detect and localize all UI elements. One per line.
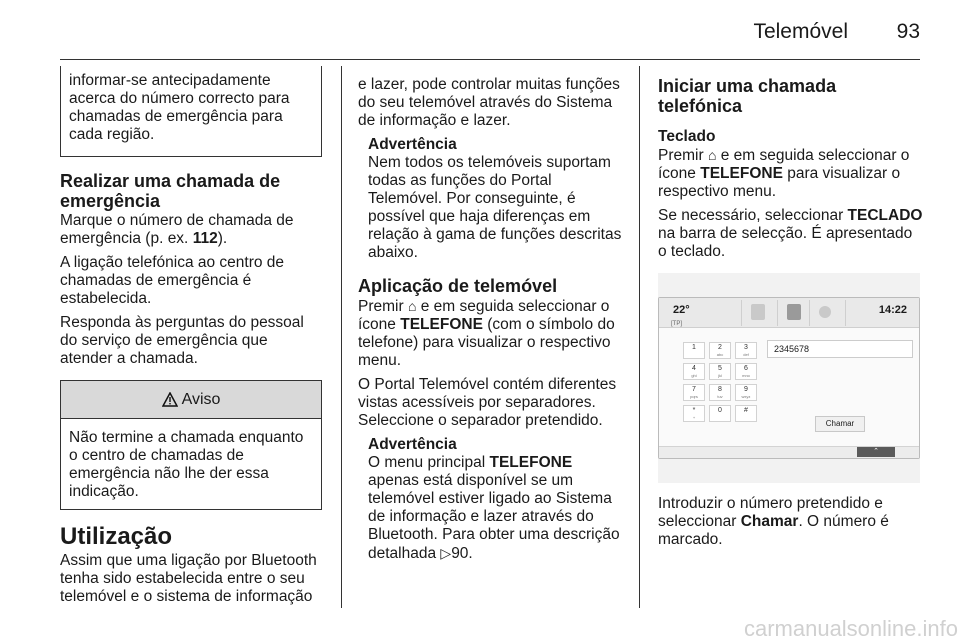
paragraph: Premir ⌂ e em seguida seleccionar o ícone TELEFONE para visualizar o respectivo menu. bbox=[658, 147, 910, 200]
clock: 14:22 bbox=[878, 304, 907, 316]
note-body: Nem todos os telemóveis suportam todas as funções do Portal Telemóvel. Por conseguinte, é possível que haja diferenças em relação à gama de funções descritas abaixo. bbox=[368, 154, 622, 261]
page-ref-icon: ▷ bbox=[440, 545, 452, 561]
screen-bottom-bar bbox=[659, 446, 919, 458]
column-2 bbox=[358, 76, 626, 569]
keypad-key: 2 abc bbox=[709, 342, 731, 359]
warning-header bbox=[61, 381, 321, 419]
paragraph: Premir ⌂ e em seguida seleccionar o ícone TELEFONE (com o símbolo do telefone) para visualizar o respectivo menu. bbox=[358, 298, 615, 369]
column-divider bbox=[341, 66, 342, 608]
paragraph: Se necessário, seleccionar TECLADO na barra de selecção. É apresentado o teclado. bbox=[658, 207, 923, 260]
paragraph: A ligação telefónica ao centro de chamadas de emergência é estabelecida. bbox=[60, 254, 285, 307]
note-title: Advertência bbox=[368, 436, 457, 453]
keypad-key: 5 jkl bbox=[709, 363, 731, 380]
note-title: Advertência bbox=[368, 136, 457, 153]
keypad-key: 1 bbox=[683, 342, 705, 359]
column-1 bbox=[60, 72, 322, 612]
warning-box-continuation bbox=[60, 66, 322, 157]
heading-use: Utilização bbox=[60, 523, 173, 550]
home-icon: ⌂ bbox=[407, 298, 417, 314]
page-number: 93 bbox=[896, 20, 920, 43]
phone-tab-icon bbox=[787, 304, 801, 320]
warning-title: Aviso bbox=[181, 390, 221, 408]
keypad-key: 4 ghi bbox=[683, 363, 705, 380]
paragraph: Marque o número de chamada de emergência (p. ex. 112). bbox=[60, 212, 294, 247]
keypad-key: 3 def bbox=[735, 342, 757, 359]
heading-emergency-call: Realizar uma chamada de emergência bbox=[60, 171, 281, 211]
music-icon bbox=[751, 304, 765, 320]
home-icon: ⌂ bbox=[707, 147, 717, 163]
keypad-key: 6 mno bbox=[735, 363, 757, 380]
subheading-keypad: Teclado bbox=[658, 128, 716, 145]
paragraph: Introduzir o número pretendido e seleccionar Chamar. O número é marcado. bbox=[658, 495, 889, 548]
warning-triangle-icon bbox=[162, 392, 178, 407]
note bbox=[358, 436, 626, 563]
paragraph: Assim que uma ligação por Bluetooth tenha sido estabelecida entre o seu telemóvel e o sistema de informação bbox=[60, 552, 317, 605]
tp-indicator: [TP] bbox=[671, 321, 683, 327]
keypad-screen-illustration bbox=[658, 273, 920, 483]
page-header bbox=[60, 0, 920, 60]
warning-body: Não termine a chamada enquanto o centro de chamadas de emergência não lhe der essa indicação. bbox=[69, 429, 304, 500]
paragraph: Responda às perguntas do pessoal do serviço de emergência que atender a chamada. bbox=[60, 314, 304, 367]
page-title: Telemóvel bbox=[753, 20, 848, 43]
column-divider bbox=[639, 66, 640, 608]
column-3 bbox=[658, 76, 924, 555]
keypad-key: # bbox=[735, 405, 757, 422]
heading-phone-app: Aplicação de telemóvel bbox=[358, 276, 558, 296]
warning-box bbox=[60, 380, 322, 510]
screen-status-bar bbox=[659, 298, 919, 328]
note bbox=[358, 136, 626, 262]
call-button: Chamar bbox=[815, 416, 865, 432]
temperature: 22° bbox=[673, 304, 690, 316]
heading-start-call: Iniciar uma chamada telefónica bbox=[658, 76, 837, 116]
paragraph: e lazer, pode controlar muitas funções do seu telemóvel através do Sistema de informação e lazer. bbox=[358, 76, 620, 129]
keypad-key: 9 wxyz bbox=[735, 384, 757, 401]
keypad-key: * + bbox=[683, 405, 705, 422]
note-body: O menu principal TELEFONE apenas está disponível se um telemóvel estiver ligado ao Sistema de informação e lazer através do Bluetooth. Para obter uma descrição detalhada ▷90. bbox=[368, 454, 620, 562]
keypad-key: 0 bbox=[709, 405, 731, 422]
watermark: carmanualsonline.info bbox=[743, 616, 958, 641]
info-icon bbox=[819, 306, 831, 318]
keypad-key: 8 tuv bbox=[709, 384, 731, 401]
keypad-key: 7 pqrs bbox=[683, 384, 705, 401]
number-display: 2345678 bbox=[767, 340, 913, 358]
infotainment-screen bbox=[658, 297, 920, 459]
paragraph: O Portal Telemóvel contém diferentes vistas acessíveis por separadores. Seleccione o separador pretendido. bbox=[358, 376, 617, 429]
chevron-up-icon: ⌃ bbox=[857, 447, 895, 457]
warning-continuation-text: informar-se antecipadamente acerca do número correcto para chamadas de emergência para cada região. bbox=[69, 72, 290, 143]
